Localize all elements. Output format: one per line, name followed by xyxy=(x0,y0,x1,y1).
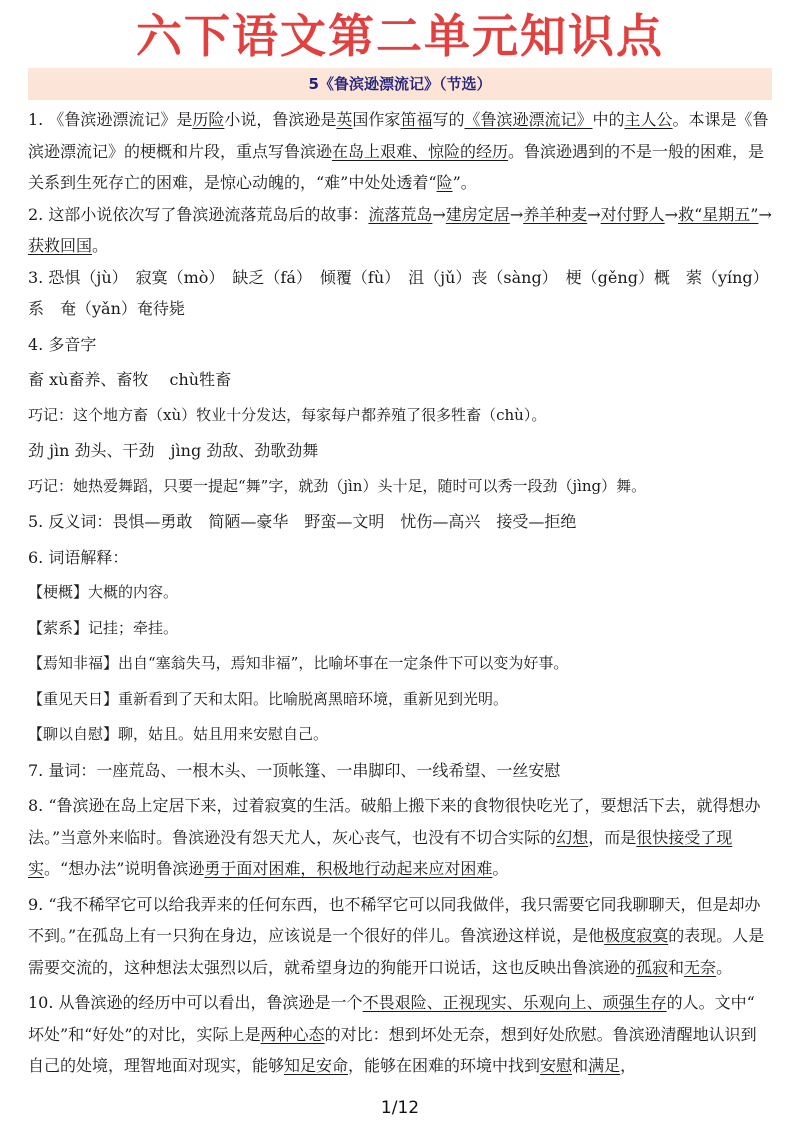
plot-step: 流落荒岛 xyxy=(368,204,433,224)
pinyin-list: 恐惧（jù） 寂寞（mò） 缺乏（fá） 倾覆（fù） 沮（jǔ）丧（sàng） 梗（gěng）概 萦（yíng）系 奄（yǎn）奄待毙 xyxy=(28,267,769,318)
text: 写的 xyxy=(432,110,465,129)
item-4 xyxy=(28,329,772,361)
text: 。 xyxy=(716,957,733,977)
definition: 【梗概】大概的内容。 xyxy=(28,583,179,601)
item-number: 2. xyxy=(28,204,44,224)
text: 。 xyxy=(492,859,509,878)
item-heading: 词语解释： xyxy=(48,547,129,567)
item-number: 3. xyxy=(28,267,44,287)
text: 。本课是《鲁滨逊漂流记》的梗概和片段，重点写鲁滨逊 xyxy=(28,110,769,161)
item-10 xyxy=(28,987,772,1082)
item-heading: 多音字 xyxy=(48,334,97,354)
plot-step: 获救回国 xyxy=(28,236,93,255)
text: 。“想办法”说明鲁滨逊 xyxy=(44,859,205,878)
text: 中的 xyxy=(592,110,625,129)
definition: 【重见天日】重新看到了天和太阳。比喻脱离黑暗环境，重新见到光明。 xyxy=(28,689,509,708)
measure-words: 量词：一座荒岛、一根木头、一顶帐篷、一串脚印、一线希望、一丝安慰 xyxy=(48,760,561,780)
item-number: 5. xyxy=(28,512,44,531)
key-term: 知足安命 xyxy=(284,1056,349,1075)
text: 的表现。人是需要交流的，这种想法太强烈以后，就希望身边的狗能开口说话，这也反映出鲁滨逊的 xyxy=(28,926,765,977)
item-number: 9. xyxy=(28,894,44,914)
item-number: 10. xyxy=(28,993,54,1012)
key-term: 在岛上艰难、惊险的经历 xyxy=(332,141,509,161)
text: 和 xyxy=(668,957,685,977)
document-body xyxy=(28,104,772,1082)
arrow-icon: → xyxy=(758,204,772,224)
key-term: 安慰 xyxy=(540,1056,573,1075)
text: ， xyxy=(620,1056,637,1075)
definition: 【聊以自慰】聊，姑且。姑且用来安慰自己。 xyxy=(28,725,329,743)
section-heading: 5《鲁滨逊漂流记》（节选） xyxy=(28,68,772,100)
key-term: 极度寂寞 xyxy=(604,926,669,945)
text: “鲁滨逊在岛上定居下来，过着寂寞的生活。破船上搬下来的食物很快吃光了，要想活下去，就得想办法。”当意外来临时。鲁滨逊没有怨天尤人，灰心丧气，也没有不切合实际的 xyxy=(28,796,761,847)
text: 《鲁滨逊漂流记》是 xyxy=(48,110,193,129)
key-term: 不畏艰险、正视现实、乐观向上、顽强生存 xyxy=(362,993,667,1012)
arrow-icon: → xyxy=(587,204,601,224)
item-5 xyxy=(28,506,772,538)
item-number: 4. xyxy=(28,334,44,354)
key-term: 英 xyxy=(336,110,353,129)
memory-tip: 巧记：她热爱舞蹈，只要一提起“舞”字，就劲（jìn）头十足，随时可以秀一段劲（jìng）舞。 xyxy=(28,476,647,495)
text: 的对比：想到坏处无奈，想到好处欣慰。鲁滨逊清醒地认识到自己的处境，理智地面对现实，能够 xyxy=(28,1024,757,1075)
text: 和 xyxy=(572,1056,589,1075)
key-term: 险 xyxy=(436,173,453,192)
arrow-icon: → xyxy=(432,204,446,224)
key-term: 笛福 xyxy=(400,110,433,129)
polyphone-line: 劲 jìn 劲头、干劲 jìng 劲敌、劲歌劲舞 xyxy=(28,441,319,460)
key-term: 很快接受了现实 xyxy=(28,827,733,878)
text: 国作家 xyxy=(352,110,401,129)
key-term: 历险 xyxy=(192,110,225,129)
item-number: 6. xyxy=(28,547,44,567)
item-number: 8. xyxy=(28,796,44,815)
key-term: 勇于面对困难，积极地行动起来应对困难 xyxy=(204,859,493,878)
text: 小说，鲁滨逊是 xyxy=(224,110,337,129)
plot-step: 救“星期五” xyxy=(678,204,759,224)
plot-step: 对付野人 xyxy=(600,204,665,224)
item-6 xyxy=(28,542,772,574)
page-title: 六下语文第二单元知识点 xyxy=(136,9,664,63)
item-2 xyxy=(28,199,772,262)
page-indicator: 1/12 xyxy=(380,1098,420,1118)
key-term: 满足 xyxy=(588,1056,621,1075)
text: 的人。文中“ 坏处”和“好处”的对比，实际上是 xyxy=(28,993,755,1044)
text: ，能够在困难的环境中找到 xyxy=(348,1056,541,1075)
text: 这部小说依次写了鲁滨逊流落荒岛后的故事： xyxy=(48,204,369,224)
plot-step: 建房定居 xyxy=(445,204,510,224)
text: 。鲁滨逊遇到的不是一般的困难，是关系到生死存亡的困难，是惊心动魄的，“难”中处处透着“ xyxy=(28,141,765,192)
item-7 xyxy=(28,755,772,787)
item-3 xyxy=(28,262,772,325)
polyphone-line: 畜 xù畜养、畜牧 chù牲畜 xyxy=(28,370,232,389)
key-term: 孤寂 xyxy=(636,957,669,977)
text: “我不稀罕它可以给我弄来的任何东西，也不稀罕它可以同我做伴，我只需要它同我聊聊天，但是却办不到。”在孤岛上有一只狗在身边，应该说是一个很好的伴儿。鲁滨逊这样说，是他 xyxy=(28,894,761,945)
text: ”。 xyxy=(452,173,477,192)
plot-step: 养羊种麦 xyxy=(523,204,588,224)
item-9 xyxy=(28,889,772,984)
text: ，而是 xyxy=(588,827,637,847)
arrow-icon: → xyxy=(509,204,524,224)
text: 。 xyxy=(92,236,109,255)
arrow-icon: → xyxy=(664,204,679,224)
key-term: 《鲁滨逊漂流记》 xyxy=(464,110,593,129)
item-1 xyxy=(28,104,772,199)
text: 从鲁滨逊的经历中可以看出，鲁滨逊是一个 xyxy=(58,993,363,1012)
antonyms: 反义词：畏惧—勇敢 简陋—豪华 野蛮—文明 忧伤—高兴 接受—拒绝 xyxy=(48,512,577,531)
definition: 【萦系】记挂；牵挂。 xyxy=(28,618,179,637)
key-term: 无奈 xyxy=(684,957,717,977)
key-term: 两种心态 xyxy=(260,1024,325,1044)
key-term: 幻想 xyxy=(556,827,589,847)
key-term: 主人公 xyxy=(624,110,673,129)
item-number: 1. xyxy=(28,110,44,129)
item-number: 7. xyxy=(28,760,44,780)
definition: 【焉知非福】出自“塞翁失马，焉知非福”，比喻坏事在一定条件下可以变为好事。 xyxy=(28,654,569,672)
item-8 xyxy=(28,790,772,885)
memory-tip: 巧记：这个地方畜（xù）牧业十分发达，每家每户都养殖了很多牲畜（chù）。 xyxy=(28,405,547,424)
